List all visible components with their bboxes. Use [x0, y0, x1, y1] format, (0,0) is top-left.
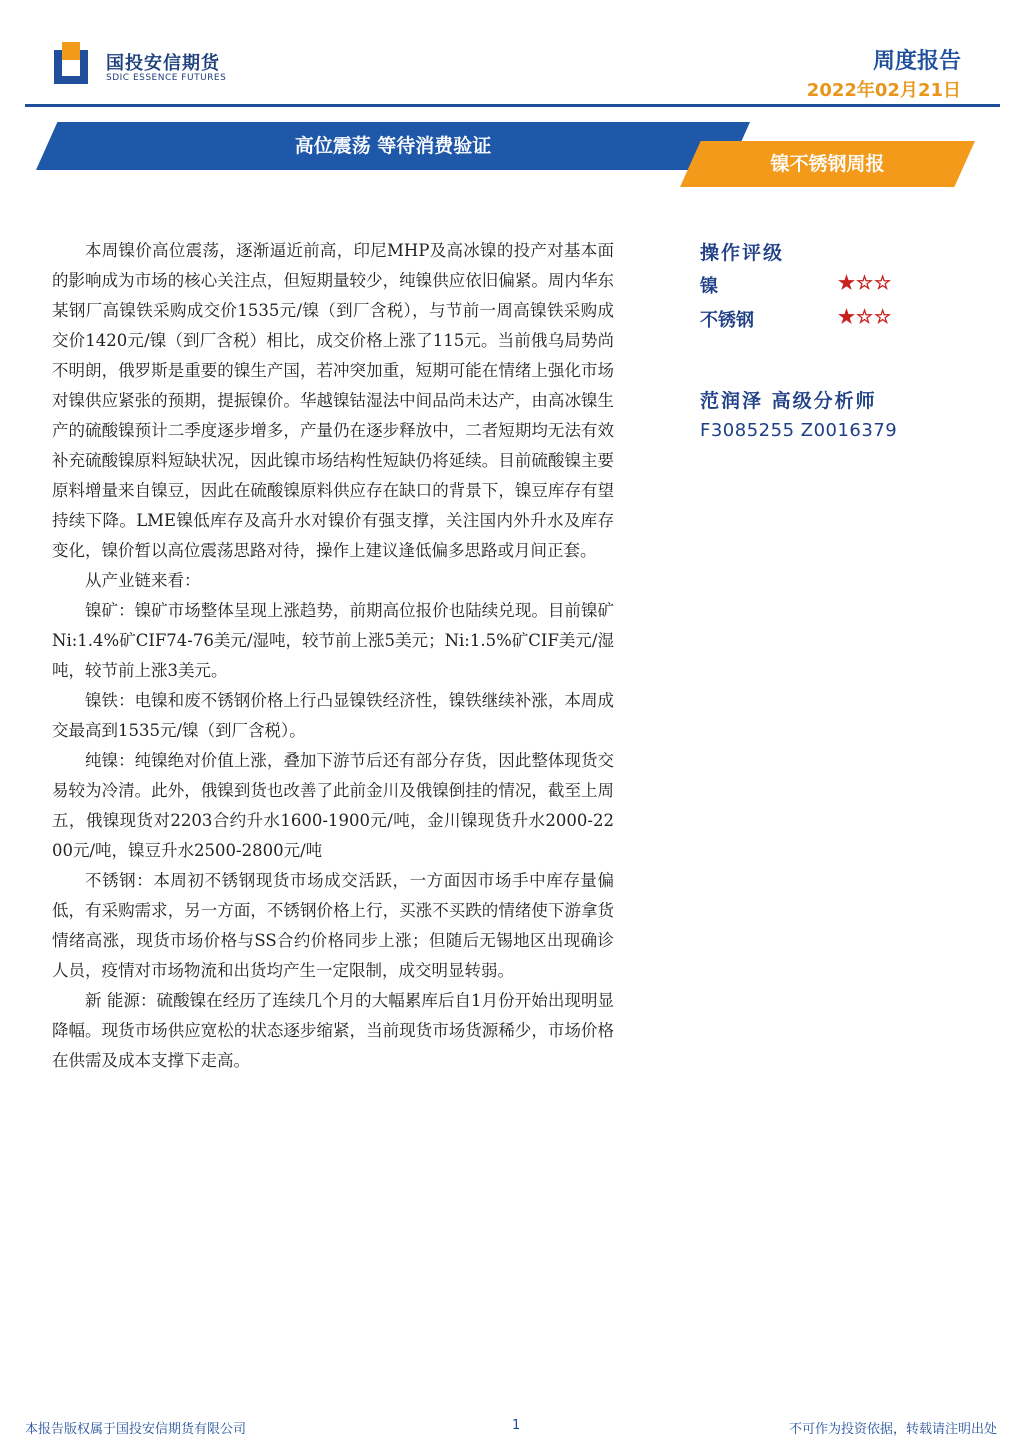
body-paragraph: 不锈钢：本周初不锈钢现货市场成交活跃，一方面因市场手中库存量偏低，有采购需求，另一方面，不锈钢价格上行，买涨不买跌的情绪使下游拿货情绪高涨，现货市场价格与SS合约价格同步上涨；但随后无锡地区出现确诊人员，疫情对市场物流和出货均产生一定限制，成交明显转弱。 — [52, 871, 614, 980]
body-paragraph: 纯镍：纯镍绝对价值上涨，叠加下游节后还有部分存货，因此整体现货交易较为冷清。此外，俄镍到货也改善了此前金川及俄镍倒挂的情况，截至上周五，俄镍现货对2203合约升水1600-1900元/吨，金川镍现货升水2000-2200元/吨，镍豆升水2500-2800元/吨 — [52, 751, 614, 860]
rating-label: 不锈钢 — [700, 310, 754, 331]
body-paragraph: 新 能源：硫酸镍在经历了连续几个月的大幅累库后自1月份开始出现明显降幅。现货市场供应宽松的状态逐步缩紧，当前现货市场货源稀少，市场价格在供需及成本支撑下走高。 — [52, 991, 614, 1070]
analyst-license-ids: F3085255 Z0016379 — [700, 420, 898, 441]
rating-heading: 操作评级 — [700, 242, 785, 264]
report-subtitle: 镍不锈钢周报 — [770, 153, 885, 175]
analyst-name: 范润泽 高级分析师 — [700, 390, 877, 412]
star-rating-icon: ★☆☆ — [838, 272, 893, 294]
company-name-en: SDIC ESSENCE FUTURES — [106, 73, 227, 83]
report-title: 高位震荡 等待消费验证 — [294, 135, 492, 157]
body-paragraph: 镍矿：镍矿市场整体呈现上涨趋势，前期高位报价也陆续兑现。目前镍矿Ni:1.4%矿CIF74-76美元/湿吨，较节前上涨5美元；Ni:1.5%矿CIF美元/湿吨，较节前上涨3美元。 — [52, 601, 614, 680]
page-number: 1 — [512, 1418, 521, 1433]
header-divider — [25, 104, 1000, 107]
company-name-cn: 国投安信期货 — [106, 53, 220, 74]
report-date: 2022年02月21日 — [806, 80, 961, 101]
report-type: 周度报告 — [872, 49, 961, 74]
body-paragraph: 从产业链来看： — [85, 571, 201, 590]
footer-disclaimer: 不可作为投资依据，转载请注明出处 — [788, 1422, 997, 1437]
rating-row-stainless — [700, 306, 910, 332]
rating-label: 镍 — [700, 276, 718, 297]
star-rating-icon: ★☆☆ — [838, 306, 893, 328]
footer-copyright: 本报告版权属于国投安信期货有限公司 — [25, 1422, 247, 1437]
company-logo-icon — [54, 42, 100, 84]
report-body — [52, 236, 614, 1076]
body-paragraph: 本周镍价高位震荡，逐渐逼近前高，印尼MHP及高冰镍的投产对基本面的影响成为市场的核心关注点，但短期量较少，纯镍供应依旧偏紧。周内华东某钢厂高镍铁采购成交价1535元/镍（到厂含税），与节前一周高镍铁采购成交价1420元/镍（到厂含税）相比，成交价格上涨了115元。当前俄乌局势尚不明朗，俄罗斯是重要的镍生产国，若冲突加重，短期可能在情绪上强化市场对镍供应紧张的预期，提振镍价。华越镍钴湿法中间品尚未达产，由高冰镍生产的硫酸镍预计二季度逐步增多，产量仍在逐步释放中，二者短期均无法有效补充硫酸镍原料短缺状况，因此镍市场结构性短缺仍将延续。目前硫酸镍主要原料增量来自镍豆，因此在硫酸镍原料供应存在缺口的背景下，镍豆库存有望持续下降。LME镍低库存及高升水对镍价有强支撑，关注国内外升水及库存变化，镍价暂以高位震荡思路对待，操作上建议逢低偏多思路或月间正套。 — [52, 241, 614, 560]
rating-row-nickel — [700, 272, 910, 298]
body-paragraph: 镍铁：电镍和废不锈钢价格上行凸显镍铁经济性，镍铁继续补涨，本周成交最高到1535元/镍（到厂含税）。 — [52, 691, 614, 740]
